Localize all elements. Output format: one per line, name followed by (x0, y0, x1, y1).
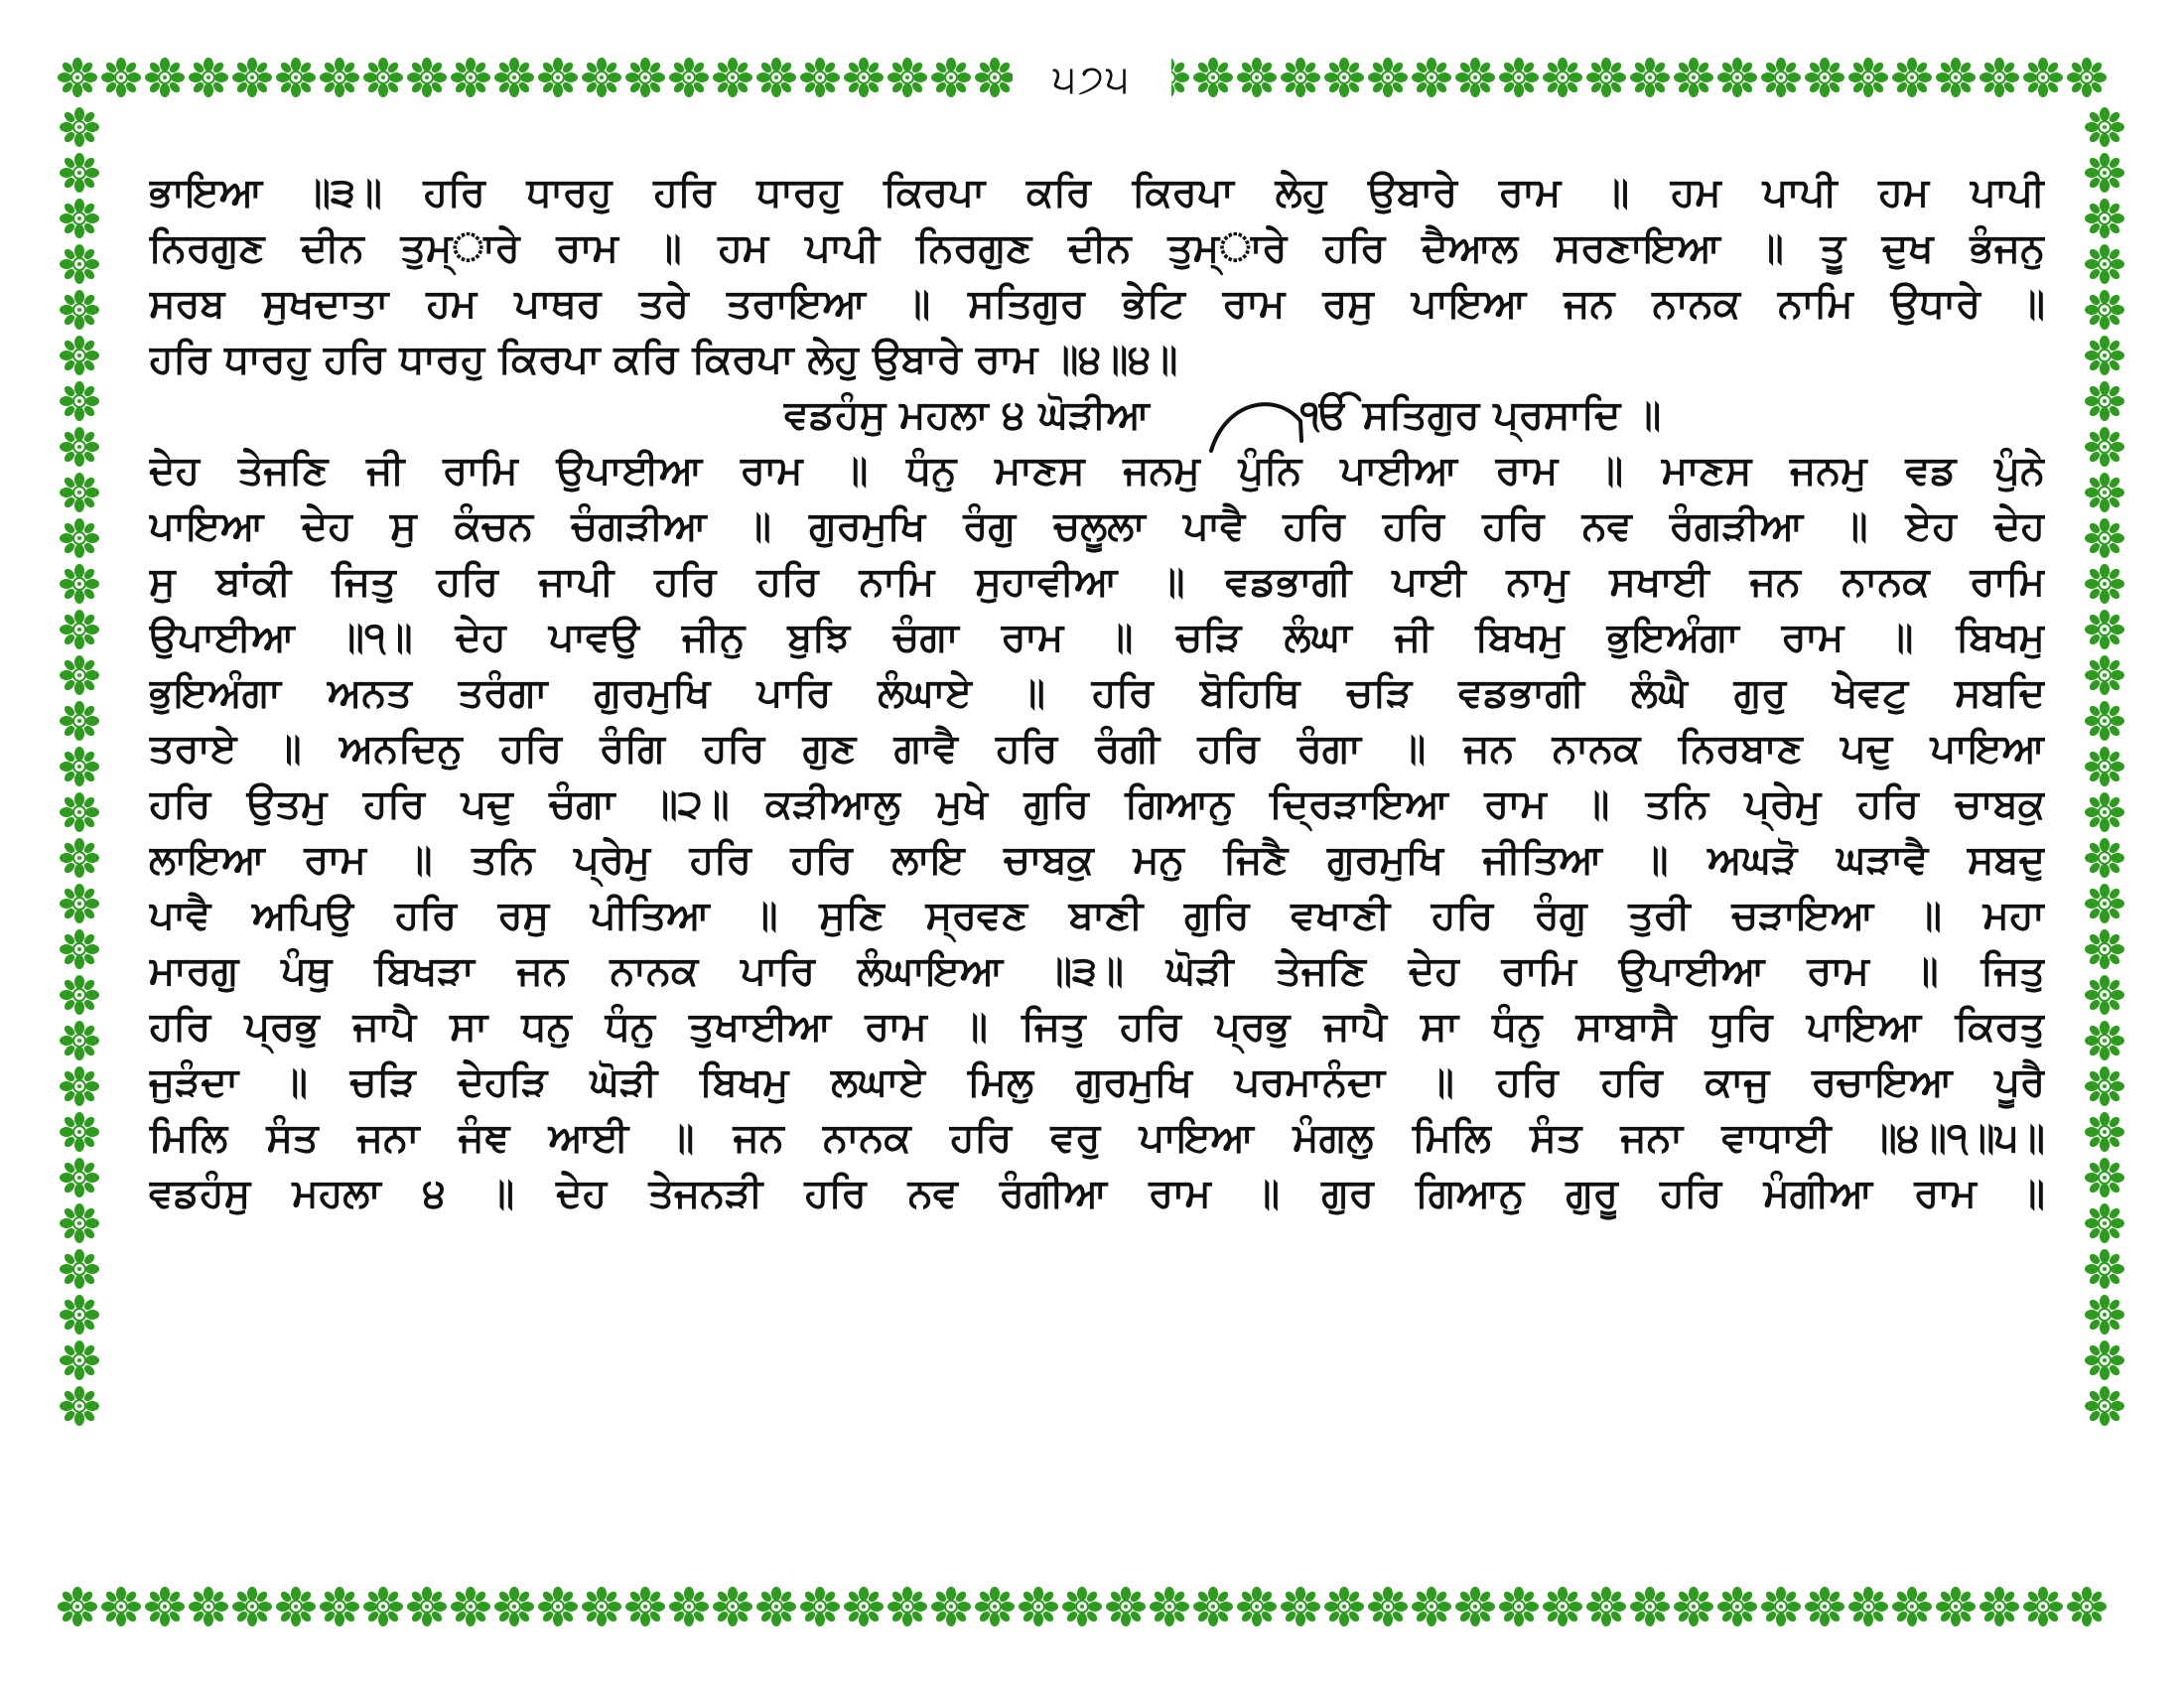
floral-ornament-icon (625, 1587, 665, 1626)
floral-ornament-icon (1936, 1587, 1976, 1626)
floral-ornament-icon (145, 1587, 185, 1626)
floral-ornament-icon (60, 884, 99, 923)
floral-ornament-icon (60, 792, 99, 832)
floral-ornament-icon (1281, 58, 1320, 97)
section-heading (149, 387, 2045, 443)
floral-ornament-icon (1848, 1587, 1888, 1626)
floral-ornament-icon (60, 107, 99, 147)
floral-ornament-icon (1368, 58, 1408, 97)
text-line: ਹਰਿ ਉਤਮੁ ਹਰਿ ਪਦੁ ਚੰਗਾ ॥੨॥ ਕੜੀਆਲੁ ਮੁਖੇ ਗੁਰਿ ਗਿਆਨੁ ਦ੍ਰਿੜਾਇਆ ਰਾਮ ॥ ਤਨਿ ਪ੍ਰੇਮੁ ਹਰਿ ਚਾਬਕੁ (149, 781, 2045, 827)
floral-ornament-icon (1499, 1587, 1539, 1626)
floral-ornament-icon (2023, 58, 2063, 97)
floral-ornament-icon (1193, 1587, 1233, 1626)
text-line: ਪਾਵੈ ਅਪਿਉ ਹਰਿ ਰਸੁ ਪੀਤਿਆ ॥ ਸੁਣਿ ਸ੍ਰਵਣ ਬਾਣੀ ਗੁਰਿ ਵਖਾਣੀ ਹਰਿ ਰੰਗੁ ਤੁਰੀ ਚੜਾਇਆ ॥ ਮਹਾ (149, 893, 2045, 938)
floral-ornament-icon (931, 58, 971, 97)
floral-ornament-icon (1805, 58, 1844, 97)
floral-ornament-icon (1979, 1587, 2019, 1626)
floral-ornament-icon (669, 58, 709, 97)
floral-ornament-icon (189, 58, 228, 97)
floral-ornament-icon (451, 1587, 490, 1626)
floral-ornament-icon (2085, 610, 2124, 649)
floral-ornament-icon (538, 58, 578, 97)
floral-ornament-icon (60, 518, 99, 558)
text-line: ਹਰਿ ਪ੍ਰਭੁ ਜਾਪੈ ਸਾ ਧਨੁ ਧੰਨੁ ਤੁਖਾਈਆ ਰਾਮ ॥ ਜਿਤੁ ਹਰਿ ਪ੍ਰਭੁ ਜਾਪੈ ਸਾ ਧੰਨੁ ਸਾਬਾਸੈ ਧੁਰਿ ਪਾਇਆ ਕਿਰਤੁ (149, 1004, 2045, 1050)
floral-ornament-icon (1848, 58, 1888, 97)
floral-ornament-icon (145, 58, 185, 97)
floral-ornament-icon (1499, 58, 1539, 97)
floral-ornament-icon (1150, 1587, 1189, 1626)
floral-ornament-icon (2085, 518, 2124, 558)
floral-ornament-icon (2085, 929, 2124, 969)
floral-ornament-icon (2085, 1066, 2124, 1106)
floral-ornament-icon (1892, 1587, 1932, 1626)
floral-ornament-icon (1237, 58, 1277, 97)
floral-ornament-icon (60, 929, 99, 969)
floral-ornament-icon (363, 58, 403, 97)
floral-ornament-icon (1630, 1587, 1670, 1626)
floral-ornament-icon (800, 1587, 840, 1626)
floral-ornament-icon (232, 58, 272, 97)
floral-ornament-icon (2085, 701, 2124, 741)
floral-ornament-icon (1019, 1587, 1058, 1626)
floral-ornament-icon (60, 199, 99, 238)
floral-ornament-icon (2067, 1587, 2107, 1626)
floral-ornament-icon (1412, 1587, 1451, 1626)
floral-ornament-icon (844, 1587, 884, 1626)
floral-ornament-icon (2085, 427, 2124, 467)
text-line: ਨਿਰਗੁਣ ਦੀਨ ਤੁਮ੍ਾਰੇ ਰਾਮ ॥ ਹਮ ਪਾਪੀ ਨਿਰਗੁਣ ਦੀਨ ਤੁਮ੍ਾਰੇ ਹਰਿ ਦੈਆਲ ਸਰਣਾਇਆ ॥ ਤੂ ਦੁਖ ਭੰਜਨੁ (149, 225, 2045, 271)
floral-ornament-icon (1455, 1587, 1495, 1626)
page-number-container (1013, 52, 1171, 107)
floral-ornament-icon (887, 1587, 927, 1626)
text-line: ਵਡਹੰਸੁ ਮਹਲਾ ੪ ॥ ਦੇਹ ਤੇਜਨੜੀ ਹਰਿ ਨਵ ਰੰਗੀਆ ਰਾਮ ॥ ਗੁਰ ਗਿਆਨੁ ਗੁਰੂ ਹਰਿ ਮੰਗੀਆ ਰਾਮ ॥ (149, 1171, 2045, 1216)
floral-ornament-icon (1979, 58, 2019, 97)
floral-ornament-icon (2085, 1203, 2124, 1243)
floral-ornament-icon (58, 1587, 97, 1626)
floral-ornament-icon (2085, 290, 2124, 330)
floral-ornament-icon (60, 1203, 99, 1243)
floral-ornament-icon (363, 1587, 403, 1626)
floral-ornament-icon (756, 1587, 796, 1626)
floral-ornament-icon (713, 58, 752, 97)
floral-ornament-icon (101, 1587, 141, 1626)
floral-ornament-icon (2067, 58, 2107, 97)
floral-ornament-icon (2085, 1158, 2124, 1197)
floral-ornament-icon (60, 838, 99, 878)
text-line: ਭੁਇਅੰਗਾ ਅਨਤ ਤਰੰਗਾ ਗੁਰਮੁਖਿ ਪਾਰਿ ਲੰਘਾਏ ॥ ਹਰਿ ਬੋਹਿਥਿ ਚੜਿ ਵਡਭਾਗੀ ਲੰਘੈ ਗੁਰੁ ਖੇਵਟੁ ਸਬਦਿ (149, 670, 2045, 716)
floral-ornament-icon (60, 1295, 99, 1335)
floral-ornament-icon (1761, 58, 1801, 97)
floral-ornament-icon (2085, 1249, 2124, 1289)
floral-ornament-icon (1455, 58, 1495, 97)
floral-ornament-icon (320, 58, 359, 97)
floral-ornament-icon (887, 58, 927, 97)
floral-ornament-icon (60, 747, 99, 786)
floral-ornament-icon (60, 153, 99, 193)
floral-ornament-icon (582, 1587, 621, 1626)
floral-ornament-icon (2085, 1386, 2124, 1426)
scripture-text (149, 165, 2045, 1221)
floral-ornament-icon (975, 1587, 1015, 1626)
floral-ornament-icon (60, 1340, 99, 1380)
floral-ornament-icon (2085, 336, 2124, 375)
floral-ornament-icon (800, 58, 840, 97)
floral-border-bottom (56, 1587, 2128, 1630)
floral-ornament-icon (1630, 58, 1670, 97)
floral-ornament-icon (2085, 1112, 2124, 1152)
floral-ornament-icon (2085, 1295, 2124, 1335)
floral-ornament-icon (60, 290, 99, 330)
floral-ornament-icon (60, 975, 99, 1015)
floral-ornament-icon (60, 1021, 99, 1060)
floral-ornament-icon (60, 381, 99, 421)
floral-ornament-icon (2085, 473, 2124, 512)
floral-ornament-icon (60, 1066, 99, 1106)
floral-ornament-icon (2085, 199, 2124, 238)
floral-ornament-icon (2085, 838, 2124, 878)
floral-ornament-icon (60, 564, 99, 604)
text-line: ਉਪਾਈਆ ॥੧॥ ਦੇਹ ਪਾਵਉ ਜੀਨੁ ਬੁਝਿ ਚੰਗਾ ਰਾਮ ॥ ਚੜਿ ਲੰਘਾ ਜੀ ਬਿਖਮੁ ਭੁਇਅੰਗਾ ਰਾਮ ॥ ਬਿਖਮੁ (149, 615, 2045, 660)
floral-ornament-icon (975, 58, 1015, 97)
floral-ornament-icon (60, 473, 99, 512)
floral-ornament-icon (60, 427, 99, 467)
floral-ornament-icon (1761, 1587, 1801, 1626)
floral-ornament-icon (1368, 1587, 1408, 1626)
raag-heading: ਵਡਹੰਸੁ ਮਹਲਾ ੪ ਘੋੜੀਆ (784, 392, 1150, 438)
floral-ornament-icon (1193, 58, 1233, 97)
floral-ornament-icon (2085, 107, 2124, 147)
floral-ornament-icon (1674, 1587, 1713, 1626)
floral-ornament-icon (2085, 975, 2124, 1015)
floral-ornament-icon (320, 1587, 359, 1626)
floral-ornament-icon (756, 58, 796, 97)
floral-ornament-icon (2085, 153, 2124, 193)
floral-ornament-icon (1717, 58, 1757, 97)
floral-ornament-icon (1062, 1587, 1102, 1626)
floral-ornament-icon (1717, 1587, 1757, 1626)
floral-ornament-icon (2085, 792, 2124, 832)
text-line: ਪਾਇਆ ਦੇਹ ਸੁ ਕੰਚਨ ਚੰਗੜੀਆ ॥ ਗੁਰਮੁਖਿ ਰੰਗੁ ਚਲੂਲਾ ਪਾਵੈ ਹਰਿ ਹਰਿ ਹਰਿ ਨਵ ਰੰਗੜੀਆ ॥ ਏਹ ਦੇਹ (149, 503, 2045, 549)
floral-ornament-icon (60, 1249, 99, 1289)
floral-ornament-icon (1892, 58, 1932, 97)
floral-ornament-icon (2085, 655, 2124, 695)
floral-border-left (58, 101, 101, 1587)
text-line: ਤਰਾਏ ॥ ਅਨਦਿਨੁ ਹਰਿ ਰੰਗਿ ਹਰਿ ਗੁਣ ਗਾਵੈ ਹਰਿ ਰੰਗੀ ਹਰਿ ਰੰਗਾ ॥ ਜਨ ਨਾਨਕ ਨਿਰਬਾਣ ਪਦੁ ਪਾਇਆ (149, 726, 2045, 772)
floral-ornament-icon (60, 1386, 99, 1426)
floral-ornament-icon (60, 701, 99, 741)
floral-ornament-icon (2085, 381, 2124, 421)
page-number: ੫੭੫ (1052, 57, 1132, 102)
floral-ornament-icon (1324, 58, 1364, 97)
floral-ornament-icon (60, 610, 99, 649)
floral-ornament-icon (713, 1587, 752, 1626)
floral-ornament-icon (1281, 1587, 1320, 1626)
floral-ornament-icon (844, 58, 884, 97)
floral-ornament-icon (60, 1112, 99, 1152)
floral-ornament-icon (101, 58, 141, 97)
handwritten-arc-mark (1206, 391, 1315, 461)
floral-ornament-icon (276, 1587, 316, 1626)
floral-ornament-icon (538, 1587, 578, 1626)
text-line: ਦੇਹ ਤੇਜਣਿ ਜੀ ਰਾਮਿ ਉਪਾਈਆ ਰਾਮ ॥ ਧੰਨੁ ਮਾਣਸ ਜਨਮੁ ਪੁੰਨਿ ਪਾਈਆ ਰਾਮ ॥ ਮਾਣਸ ਜਨਮੁ ਵਡ ਪੁੰਨੇ (149, 448, 2045, 493)
floral-border-right (2083, 101, 2126, 1587)
text-line: ਹਰਿ ਧਾਰਹੁ ਹਰਿ ਧਾਰਹੁ ਕਿਰਪਾ ਕਰਿ ਕਿਰਪਾ ਲੇਹੁ ਉਬਾਰੇ ਰਾਮ ॥੪॥੪॥ (149, 337, 1178, 382)
floral-ornament-icon (189, 1587, 228, 1626)
floral-ornament-icon (2085, 1340, 2124, 1380)
floral-ornament-icon (60, 336, 99, 375)
floral-ornament-icon (1324, 1587, 1364, 1626)
text-line: ਸੁ ਬਾਂਕੀ ਜਿਤੁ ਹਰਿ ਜਾਪੀ ਹਰਿ ਹਰਿ ਨਾਮਿ ਸੁਹਾਵੀਆ ॥ ਵਡਭਾਗੀ ਪਾਈ ਨਾਮੁ ਸਖਾਈ ਜਨ ਨਾਨਕ ਰਾਮਿ (149, 559, 2045, 605)
floral-ornament-icon (494, 1587, 534, 1626)
text-line: ਮਿਲਿ ਸੰਤ ਜਨਾ ਜੰਞ ਆਈ ॥ ਜਨ ਨਾਨਕ ਹਰਿ ਵਰੁ ਪਾਇਆ ਮੰਗਲੁ ਮਿਲਿ ਸੰਤ ਜਨਾ ਵਾਧਾਈ ॥੪॥੧॥੫॥ (149, 1115, 2045, 1161)
floral-ornament-icon (1586, 1587, 1626, 1626)
floral-ornament-icon (1412, 58, 1451, 97)
floral-ornament-icon (1237, 1587, 1277, 1626)
floral-ornament-icon (276, 58, 316, 97)
floral-ornament-icon (407, 1587, 447, 1626)
floral-ornament-icon (2085, 1021, 2124, 1060)
mangal-invocation: ੴ ਸਤਿਗੁਰ ਪ੍ਰਸਾਦਿ ॥ (1300, 392, 1662, 438)
floral-ornament-icon (1106, 1587, 1146, 1626)
floral-ornament-icon (58, 58, 97, 97)
floral-ornament-icon (1674, 58, 1713, 97)
floral-ornament-icon (1543, 1587, 1582, 1626)
floral-ornament-icon (1586, 58, 1626, 97)
floral-ornament-icon (494, 58, 534, 97)
floral-ornament-icon (2023, 1587, 2063, 1626)
floral-ornament-icon (1805, 1587, 1844, 1626)
floral-ornament-icon (2085, 884, 2124, 923)
floral-ornament-icon (2085, 747, 2124, 786)
floral-ornament-icon (60, 244, 99, 284)
floral-ornament-icon (1543, 58, 1582, 97)
text-line: ਲਾਇਆ ਰਾਮ ॥ ਤਨਿ ਪ੍ਰੇਮੁ ਹਰਿ ਹਰਿ ਲਾਇ ਚਾਬਕੁ ਮਨੁ ਜਿਣੈ ਗੁਰਮੁਖਿ ਜੀਤਿਆ ॥ ਅਘੜੋ ਘੜਾਵੈ ਸਬਦੁ (149, 837, 2045, 883)
floral-ornament-icon (60, 1158, 99, 1197)
floral-ornament-icon (2085, 244, 2124, 284)
floral-ornament-icon (60, 655, 99, 695)
floral-ornament-icon (451, 58, 490, 97)
floral-ornament-icon (2085, 564, 2124, 604)
floral-ornament-icon (1936, 58, 1976, 97)
text-line: ਜੁੜੰਦਾ ॥ ਚੜਿ ਦੇਹੜਿ ਘੋੜੀ ਬਿਖਮੁ ਲਘਾਏ ਮਿਲੁ ਗੁਰਮੁਖਿ ਪਰਮਾਨੰਦਾ ॥ ਹਰਿ ਹਰਿ ਕਾਜੁ ਰਚਾਇਆ ਪੂਰੈ (149, 1059, 2045, 1105)
floral-ornament-icon (407, 58, 447, 97)
floral-ornament-icon (232, 1587, 272, 1626)
floral-ornament-icon (669, 1587, 709, 1626)
text-line: ਮਾਰਗੁ ਪੰਥੁ ਬਿਖੜਾ ਜਨ ਨਾਨਕ ਪਾਰਿ ਲੰਘਾਇਆ ॥੩॥ ਘੋੜੀ ਤੇਜਣਿ ਦੇਹ ਰਾਮਿ ਉਪਾਈਆ ਰਾਮ ॥ ਜਿਤੁ (149, 948, 2045, 994)
floral-ornament-icon (625, 58, 665, 97)
floral-ornament-icon (931, 1587, 971, 1626)
floral-ornament-icon (582, 58, 621, 97)
text-line: ਭਾਇਆ ॥੩॥ ਹਰਿ ਧਾਰਹੁ ਹਰਿ ਧਾਰਹੁ ਕਿਰਪਾ ਕਰਿ ਕਿਰਪਾ ਲੇਹੁ ਉਬਾਰੇ ਰਾਮ ॥ ਹਮ ਪਾਪੀ ਹਮ ਪਾਪੀ (149, 170, 2045, 215)
text-line: ਸਰਬ ਸੁਖਦਾਤਾ ਹਮ ਪਾਥਰ ਤਰੇ ਤਰਾਇਆ ॥ ਸਤਿਗੁਰ ਭੇਟਿ ਰਾਮ ਰਸੁ ਪਾਇਆ ਜਨ ਨਾਨਕ ਨਾਮਿ ਉਧਾਰੇ ॥ (149, 281, 2045, 327)
